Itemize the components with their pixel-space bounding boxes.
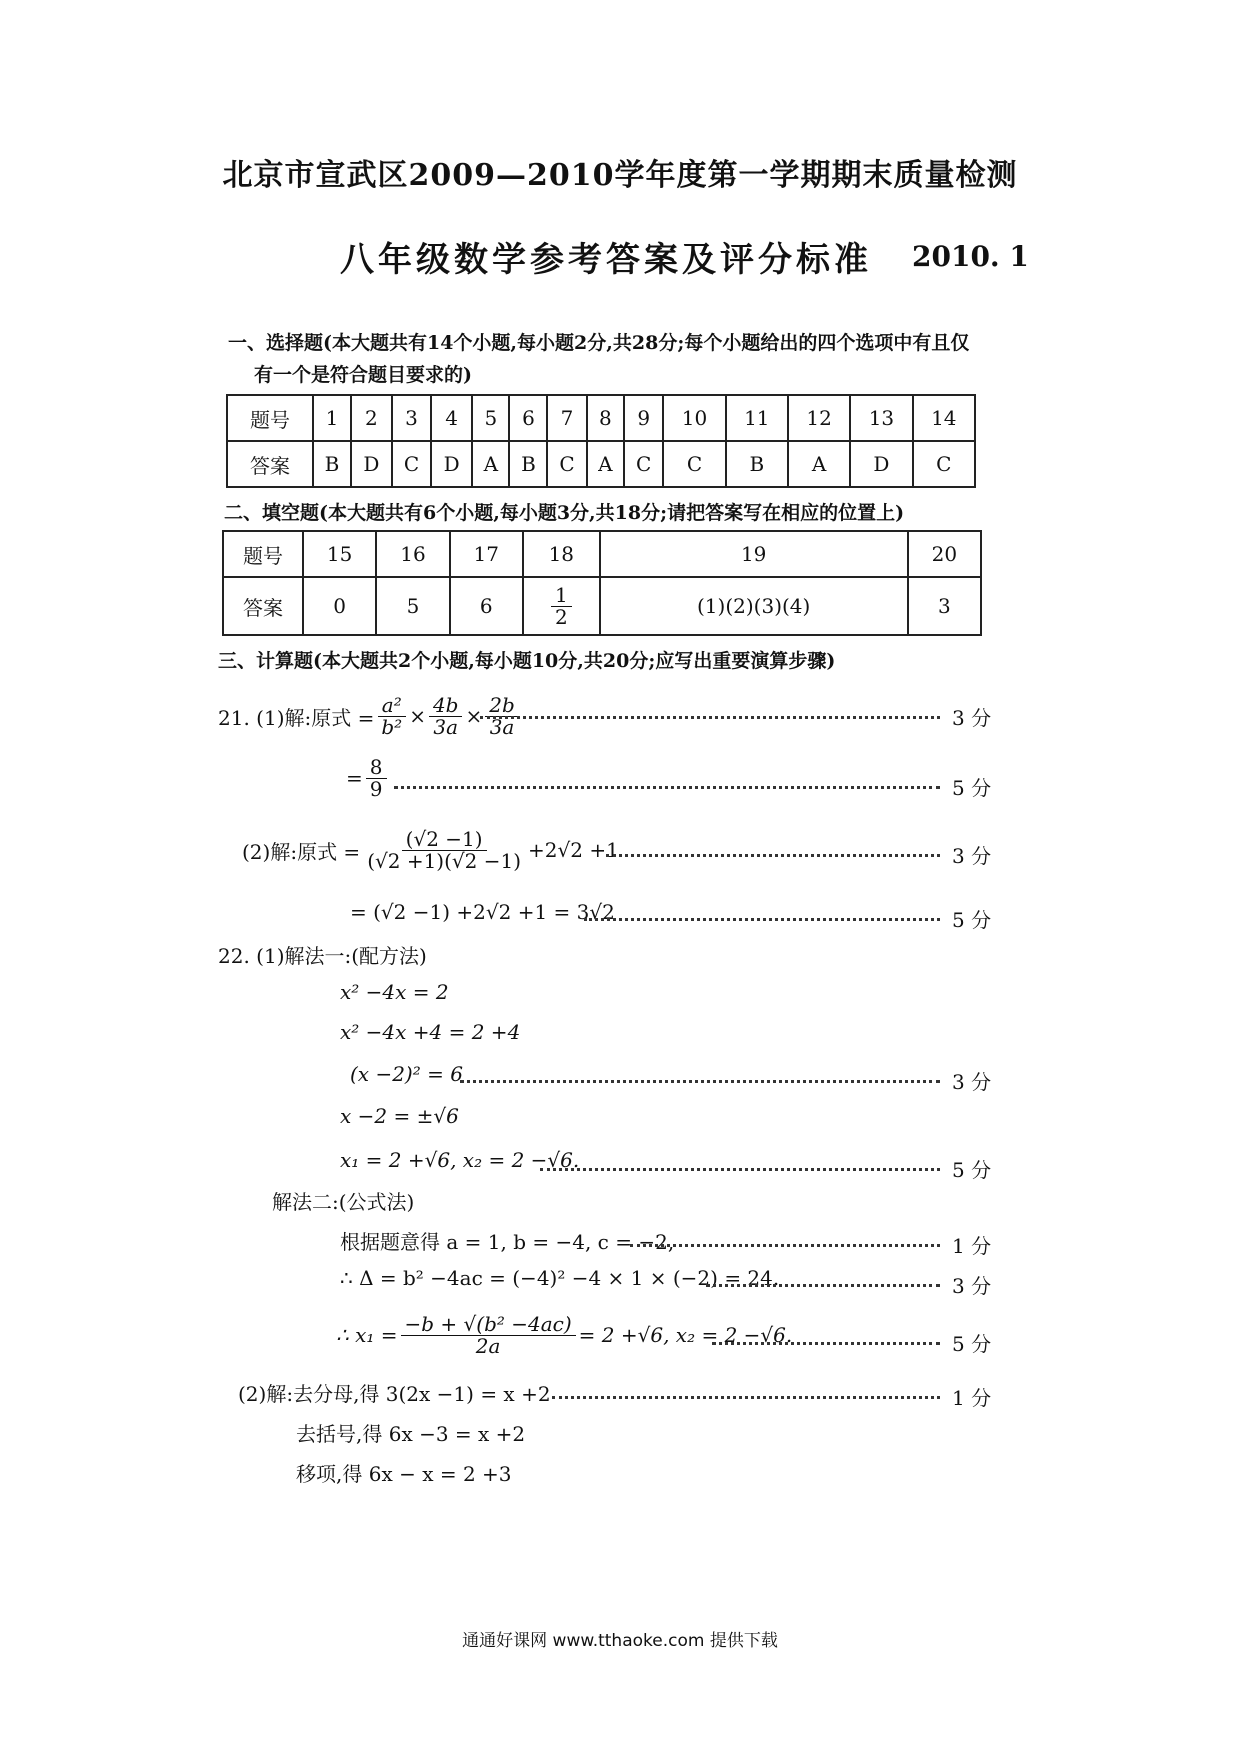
fill-number-row: [223, 531, 981, 577]
score-label: 5 分: [952, 1332, 992, 1356]
table-cell: 18: [523, 531, 600, 577]
leader-dots: [712, 1342, 940, 1345]
table-cell: D: [351, 441, 392, 487]
times-sign: ×: [409, 704, 426, 728]
table-cell: 10: [663, 395, 725, 441]
leader-dots: [480, 716, 940, 719]
fill-answer-row: [223, 577, 981, 635]
table-cell: 8: [587, 395, 624, 441]
table-cell: 5: [472, 395, 509, 441]
table-cell: 13: [850, 395, 912, 441]
table-cell: 6: [509, 395, 547, 441]
leader-dots: [552, 1396, 940, 1399]
table-cell: 5: [376, 577, 449, 635]
equation-line: x −2 = ±√6: [340, 1104, 459, 1128]
equation-line: ∴ Δ = b² −4ac = (−4)² −4 × 1 × (−2) = 24.: [340, 1266, 780, 1290]
table-cell: (1)(2)(3)(4): [600, 577, 908, 635]
table-cell: 19: [600, 531, 908, 577]
table-cell: 20: [908, 531, 981, 577]
document-title: 北京市宣武区2009—2010学年度第一学期期末质量检测: [222, 158, 1018, 193]
q21-part1-label: 21. (1)解:原式 =: [218, 705, 375, 730]
fraction-numerator: 1: [551, 585, 572, 607]
table-cell: 0: [303, 577, 376, 635]
leader-dots: [394, 786, 940, 789]
equation-line: 根据题意得 a = 1, b = −4, c = −2,: [340, 1230, 675, 1254]
fraction-numerator: 2b: [485, 695, 519, 717]
table-cell: B: [509, 441, 547, 487]
table-cell: C: [392, 441, 431, 487]
document-subtitle: 八年级数学参考答案及评分标准: [340, 240, 872, 280]
section1-heading-line1: 一、选择题(本大题共有14个小题,每小题2分,共28分;每个小题给出的四个选项中有且仅: [228, 332, 970, 354]
document-date: 2010. 1: [912, 240, 1029, 273]
q21-part2-step1: [242, 822, 619, 878]
table-cell: B: [726, 441, 788, 487]
table-cell: B: [313, 441, 351, 487]
section1-heading-line2: 有一个是符合题目要求的): [254, 364, 472, 386]
q21-part1-step2: [346, 752, 390, 804]
leader-dots: [584, 918, 940, 921]
table-cell: C: [663, 441, 725, 487]
row-label: 题号: [223, 531, 303, 577]
score-label: 3 分: [952, 706, 992, 730]
fraction-denominator: 3a: [489, 714, 515, 739]
table-cell: C: [913, 441, 975, 487]
fraction-denominator: 9: [369, 776, 383, 801]
score-label: 3 分: [952, 844, 992, 868]
fraction-numerator: 8: [366, 757, 387, 779]
times-sign: ×: [465, 704, 483, 728]
table-cell: 14: [913, 395, 975, 441]
expression-tail: +2√2 +1: [528, 838, 619, 862]
table-cell: D: [850, 441, 912, 487]
leader-dots: [630, 1244, 940, 1247]
table-cell: 7: [547, 395, 586, 441]
table-cell: 3: [908, 577, 981, 635]
score-label: 1 分: [952, 1386, 992, 1410]
q22-part1-label: 22. (1)解法一:(配方法): [218, 944, 427, 968]
table-cell: 16: [376, 531, 449, 577]
row-label: 题号: [227, 395, 313, 441]
q21-part2-label: (2)解:原式 =: [242, 839, 361, 864]
table-cell: C: [547, 441, 586, 487]
quadratic-formula-line: [336, 1306, 792, 1364]
table-cell: C: [624, 441, 663, 487]
fraction-numerator: a²: [378, 695, 406, 717]
table-cell: D: [431, 441, 472, 487]
fraction-denominator: (√2 +1)(√2 −1): [367, 848, 522, 873]
q22-part2-step2: 去括号,得 6x −3 = x +2: [296, 1422, 526, 1446]
leader-dots: [606, 854, 940, 857]
q22-part2-step3: 移项,得 6x − x = 2 +3: [296, 1462, 512, 1486]
q21-part1-step1: [218, 690, 522, 742]
table-cell: 11: [726, 395, 788, 441]
leader-dots: [706, 1284, 940, 1287]
score-label: 3 分: [952, 1274, 992, 1298]
section2-heading: 二、填空题(本大题共有6个小题,每小题3分,共18分;请把答案写在相应的位置上): [224, 502, 905, 524]
table-cell-fraction: [523, 577, 600, 635]
choice-number-row: [227, 395, 975, 441]
table-cell: 12: [788, 395, 850, 441]
table-cell: 15: [303, 531, 376, 577]
q21-part2-step2: = (√2 −1) +2√2 +1 = 3√2: [350, 900, 615, 924]
table-cell: 6: [450, 577, 523, 635]
leader-dots: [540, 1168, 940, 1171]
fill-answer-table: [222, 530, 982, 636]
formula-tail: = 2 +√6, x₂ = 2 −√6.: [578, 1323, 793, 1347]
score-label: 5 分: [952, 776, 992, 800]
fraction-denominator: 2a: [475, 1333, 501, 1358]
leader-dots: [460, 1080, 940, 1083]
row-label: 答案: [223, 577, 303, 635]
table-cell: A: [472, 441, 509, 487]
section3-heading: 三、计算题(本大题共2个小题,每小题10分,共20分;应写出重要演算步骤): [218, 650, 836, 672]
equation-line: x² −4x = 2: [340, 980, 449, 1004]
footer-source: 通通好课网 www.tthaoke.com 提供下载: [462, 1631, 778, 1651]
row-label: 答案: [227, 441, 313, 487]
table-cell: 3: [392, 395, 431, 441]
table-cell: 1: [313, 395, 351, 441]
fraction-denominator: 3a: [433, 714, 459, 739]
q22-part2-step1: (2)解:去分母,得 3(2x −1) = x +2: [238, 1382, 551, 1406]
method2-label: 解法二:(公式法): [272, 1190, 415, 1214]
score-label: 5 分: [952, 1158, 992, 1182]
score-label: 3 分: [952, 1070, 992, 1094]
fraction-denominator: 2: [554, 604, 568, 629]
score-label: 1 分: [952, 1234, 992, 1258]
table-cell: A: [788, 441, 850, 487]
table-cell: 9: [624, 395, 663, 441]
fraction-numerator: 4b: [429, 695, 463, 717]
fraction-numerator: −b + √(b² −4ac): [401, 1314, 576, 1336]
equation-line: (x −2)² = 6: [350, 1062, 463, 1086]
table-cell: 4: [431, 395, 472, 441]
fraction-denominator: b²: [381, 714, 403, 739]
equals-sign: =: [346, 766, 363, 790]
equation-line: x² −4x +4 = 2 +4: [340, 1020, 521, 1044]
table-cell: A: [587, 441, 624, 487]
formula-prefix: ∴ x₁ =: [336, 1323, 398, 1347]
equation-line: x₁ = 2 +√6, x₂ = 2 −√6.: [340, 1148, 580, 1172]
table-cell: 17: [450, 531, 523, 577]
choice-answer-table: [226, 394, 976, 488]
score-label: 5 分: [952, 908, 992, 932]
table-cell: 2: [351, 395, 392, 441]
fraction-numerator: (√2 −1): [402, 829, 487, 851]
choice-answer-row: [227, 441, 975, 487]
